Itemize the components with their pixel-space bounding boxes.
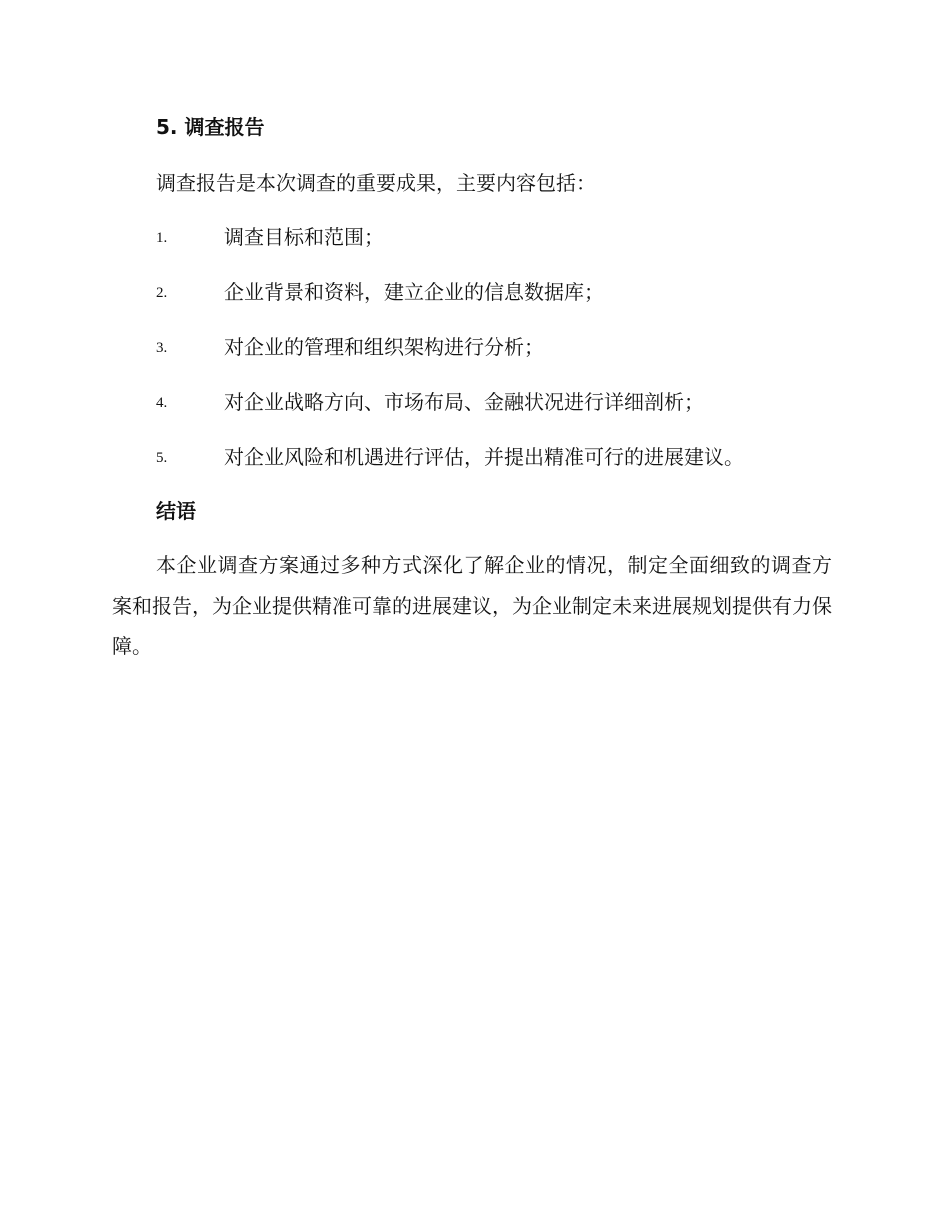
list-item bbox=[156, 445, 856, 471]
list-item-text: 调查目标和范围； bbox=[224, 225, 384, 249]
list-item-text: 企业背景和资料，建立企业的信息数据库； bbox=[224, 280, 604, 304]
section-intro: 调查报告是本次调查的重要成果，主要内容包括： bbox=[156, 171, 596, 195]
list-item bbox=[156, 280, 856, 306]
list-item-text: 对企业风险和机遇进行评估，并提出精准可行的进展建议。 bbox=[224, 445, 744, 469]
list-item bbox=[156, 335, 856, 361]
list-item-text: 对企业的管理和组织架构进行分析； bbox=[224, 335, 544, 359]
list-item-number: 4. bbox=[156, 395, 168, 411]
list-item bbox=[156, 390, 856, 416]
list-item-text: 对企业战略方向、市场布局、金融状况进行详细剖析； bbox=[224, 390, 704, 414]
list-item bbox=[156, 225, 856, 251]
conclusion-heading: 结语 bbox=[156, 499, 196, 523]
list-item-number: 1. bbox=[156, 230, 168, 246]
list-item-number: 5. bbox=[156, 450, 168, 466]
section-heading: 5. 调查报告 bbox=[156, 115, 265, 139]
list-item-number: 2. bbox=[156, 285, 168, 301]
list-item-number: 3. bbox=[156, 340, 168, 356]
conclusion-body: 本企业调查方案通过多种方式深化了解企业的情况，制定全面细致的调查方案和报告，为企业提供精准可靠的进展建议，为企业制定未来进展规划提供有力保障。 bbox=[112, 553, 832, 658]
